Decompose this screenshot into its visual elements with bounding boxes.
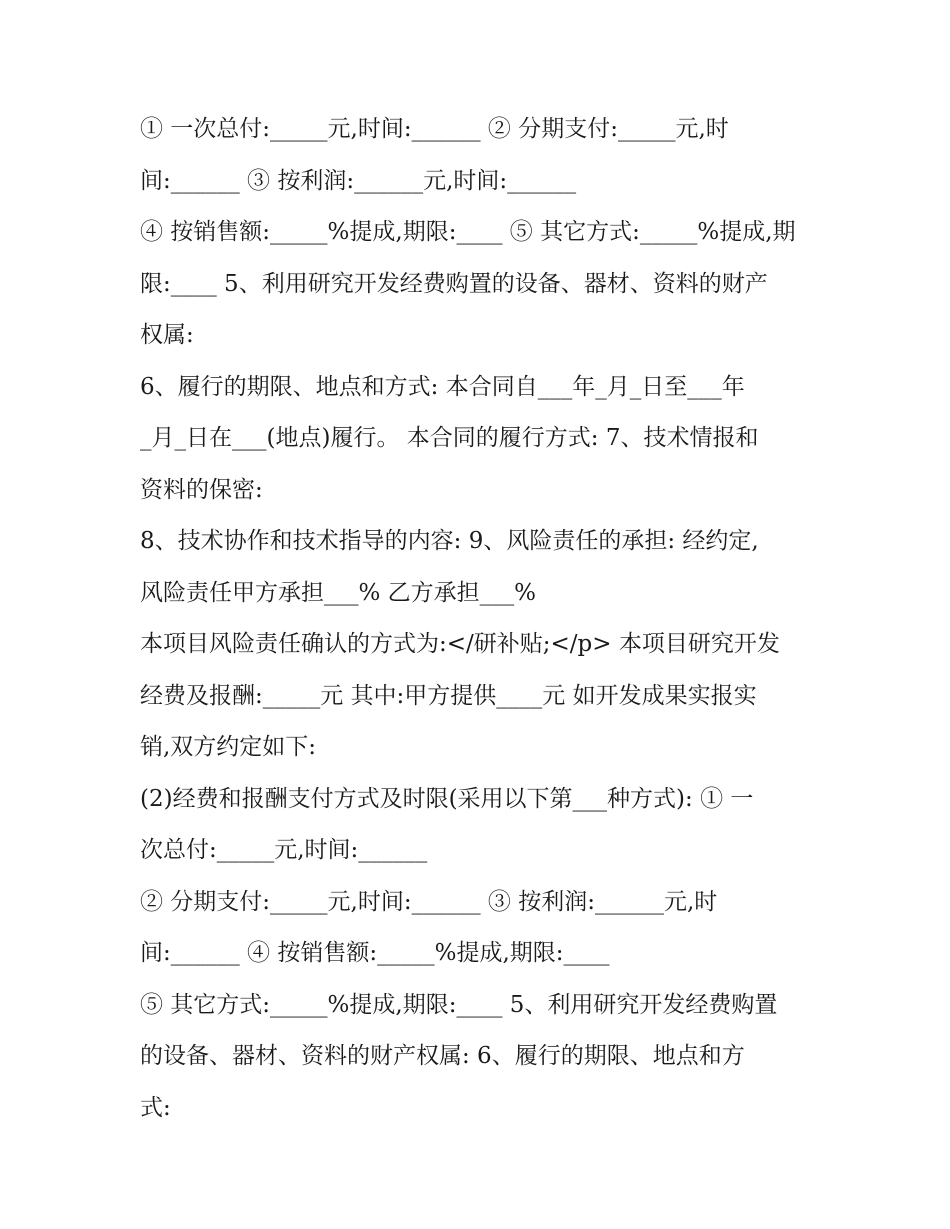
text-line: 的设备、器材、资料的财产权属: 6、履行的期限、地点和方 <box>140 1043 745 1069</box>
text-line: 本项目风险责任确认的方式为:</研补贴;</p> 本项目研究开发 <box>140 631 780 657</box>
text-line: 资料的保密: <box>140 476 263 503</box>
text-line: _月_日在___(地点)履行。 本合同的履行方式: 7、技术情报和 <box>140 425 759 451</box>
text-line: 6、履行的期限、地点和方式: 本合同自___年_月_日至___年 <box>140 373 745 400</box>
text-line: 间:______ ④ 按销售额:_____%提成,期限:____ <box>140 940 610 966</box>
text-line: 销,双方约定如下: <box>140 734 317 760</box>
document-body <box>140 104 820 1134</box>
text-line: 限:____ 5、利用研究开发经费购置的设备、器材、资料的财产 <box>140 270 768 297</box>
text-line: 风险责任甲方承担___% 乙方承担___% <box>140 579 537 606</box>
text-line: ① 一次总付:_____元,时间:______ ② 分期支付:_____元,时 <box>140 116 729 142</box>
text-line: 次总付:_____元,时间:______ <box>140 837 428 863</box>
text-line: 8、技术协作和技术指导的内容: 9、风险责任的承担: 经约定, <box>140 528 759 554</box>
text-line: 权属: <box>140 322 194 348</box>
text-line: (2)经费和报酬支付方式及时限(采用以下第___种方式): ① 一 <box>140 785 754 812</box>
text-line: ⑤ 其它方式:_____%提成,期限:____ 5、利用研究开发经费购置 <box>140 991 778 1018</box>
text-line: ④ 按销售额:_____%提成,期限:____ ⑤ 其它方式:_____%提成,期 <box>140 219 796 245</box>
text-line: ② 分期支付:_____元,时间:______ ③ 按利润:______元,时 <box>140 888 718 915</box>
text-line: 式: <box>140 1094 171 1121</box>
text-line: 间:______ ③ 按利润:______元,时间:______ <box>140 167 577 194</box>
text-line: 经费及报酬:_____元 其中:甲方提供____元 如开发成果实报实 <box>140 682 757 709</box>
